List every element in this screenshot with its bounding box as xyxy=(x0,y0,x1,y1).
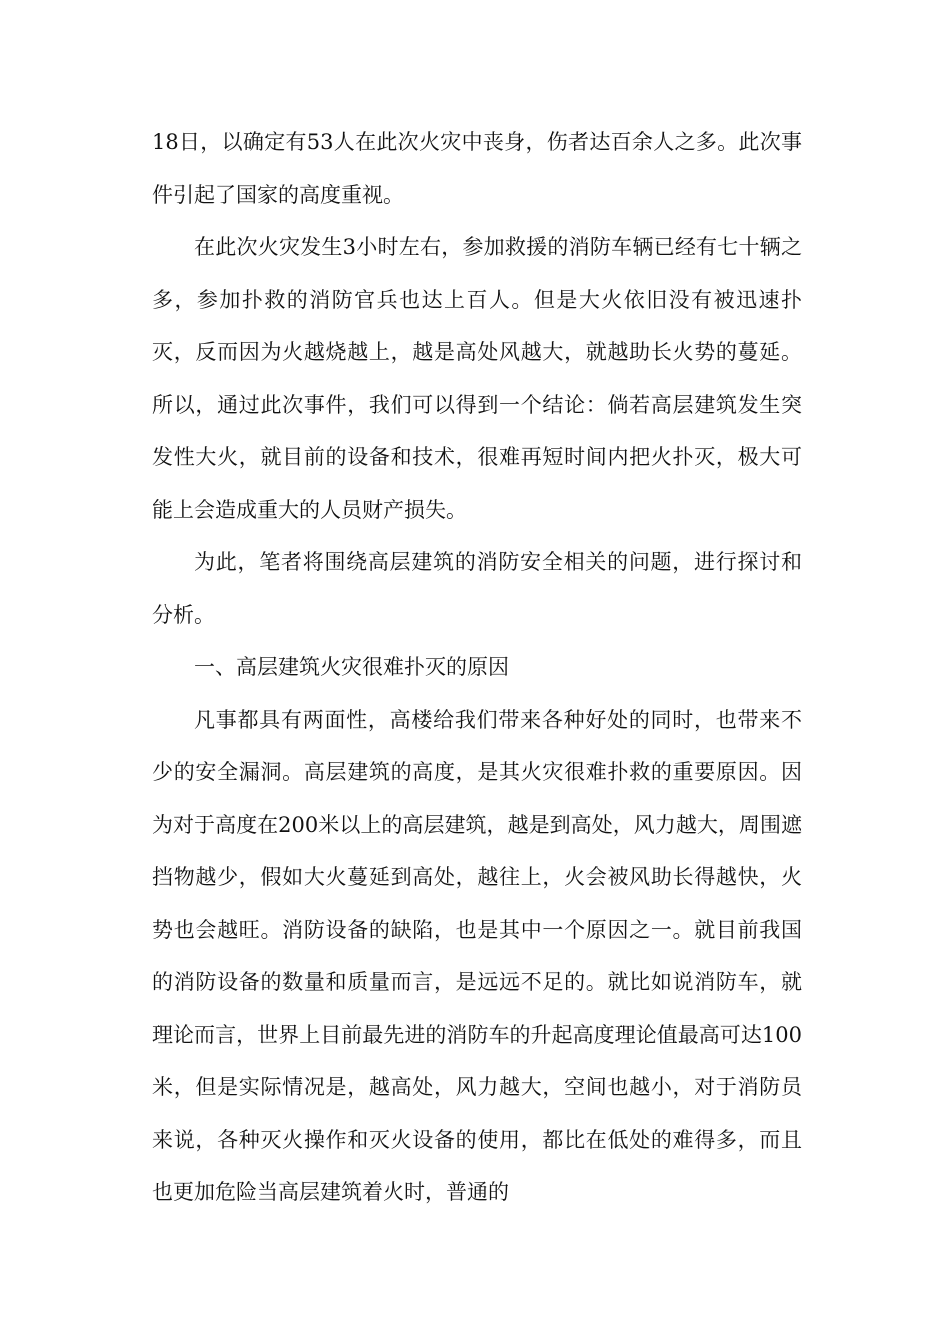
paragraph-purpose: 为此，笔者将围绕高层建筑的消防安全相关的问题，进行探讨和分析。 xyxy=(152,550,802,627)
paragraph-rescue-effort: 在此次火灾发生3小时左右，参加救援的消防车辆已经有七十辆之多，参加扑救的消防官兵也达上百人。但是大火依旧没有被迅速扑灭，反而因为火越烧越上，越是高处风越大，就越助长火势的蔓延。所以，通过此次事件，我们可以得到一个结论：倘若高层建筑发生突发性大火，就目前的设备和技术，很难再短时间内把火扑灭，极大可能上会造成重大的人员财产损失。 xyxy=(152,235,802,522)
paragraph-casualties: 18日，以确定有53人在此次火灾中丧身，伤者达百余人之多。此次事件引起了国家的高度重视。 xyxy=(152,130,802,207)
document-body xyxy=(152,116,802,1219)
section-heading-causes: 一、高层建筑火灾很难扑灭的原因 xyxy=(194,655,509,679)
paragraph-causes-detail: 凡事都具有两面性，高楼给我们带来各种好处的同时，也带来不少的安全漏洞。高层建筑的高度，是其火灾很难扑救的重要原因。因为对于高度在200米以上的高层建筑，越是到高处，风力越大，周围遮挡物越少，假如大火蔓延到高处，越往上，火会被风助长得越快，火势也会越旺。消防设备的缺陷，也是其中一个原因之一。就目前我国的消防设备的数量和质量而言，是远远不足的。就比如说消防车，就理论而言，世界上目前最先进的消防车的升起高度理论值最高可达100米，但是实际情况是，越高处，风力越大，空间也越小，对于消防员来说，各种灭火操作和灭火设备的使用，都比在低处的难得多，而且也更加危险当高层建筑着火时，普通的 xyxy=(152,707,802,1204)
